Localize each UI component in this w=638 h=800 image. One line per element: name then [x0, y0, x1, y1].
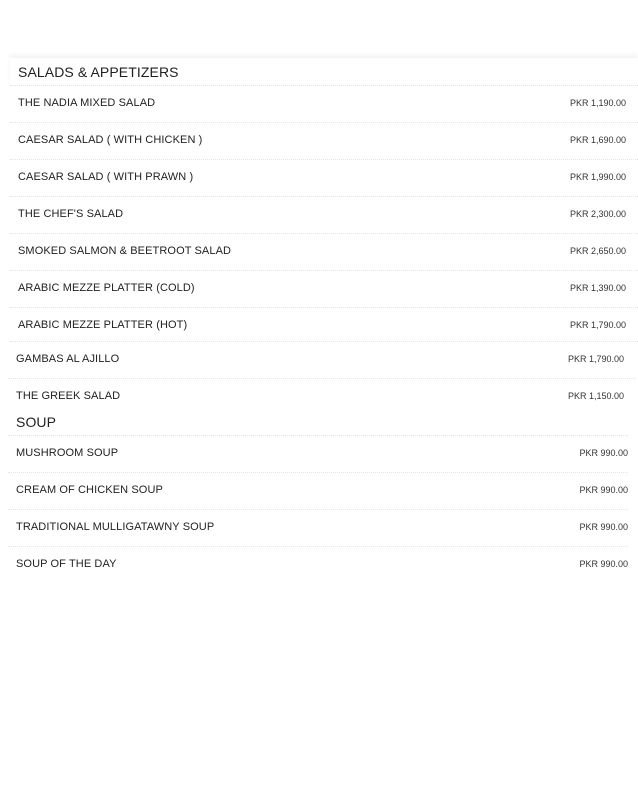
item-name: THE NADIA MIXED SALAD	[18, 97, 156, 109]
section-title: SALADS & APPETIZERS	[18, 64, 179, 80]
section-title: SOUP	[16, 414, 57, 430]
item-price: PKR 990.00	[579, 559, 628, 569]
menu-item-row[interactable]	[8, 510, 628, 547]
menu-item-row[interactable]	[8, 473, 628, 510]
item-price: PKR 2,300.00	[569, 209, 626, 219]
item-price: PKR 1,190.00	[569, 98, 626, 108]
menu-item-row[interactable]	[10, 234, 638, 271]
item-name: CAESAR SALAD ( WITH CHICKEN )	[18, 134, 203, 146]
item-name: ARABIC MEZZE PLATTER (HOT)	[18, 319, 188, 331]
item-name: MUSHROOM SOUP	[16, 447, 119, 459]
menu-item-row[interactable]	[10, 308, 638, 342]
item-price: PKR 990.00	[579, 485, 628, 495]
item-price: PKR 2,650.00	[569, 246, 626, 256]
item-name: ARABIC MEZZE PLATTER (COLD)	[18, 282, 195, 294]
section-header	[8, 408, 628, 436]
item-name: THE GREEK SALAD	[16, 390, 121, 402]
item-price: PKR 1,150.00	[567, 391, 624, 401]
item-name: SOUP OF THE DAY	[16, 558, 117, 570]
menu-item-row[interactable]	[10, 271, 638, 308]
menu-item-row[interactable]	[8, 547, 628, 583]
section-header	[10, 58, 638, 86]
item-name: CREAM OF CHICKEN SOUP	[16, 484, 163, 496]
item-price: PKR 1,790.00	[569, 320, 626, 330]
item-name: SMOKED SALMON & BEETROOT SALAD	[18, 245, 232, 257]
item-name: THE CHEF'S SALAD	[18, 208, 124, 220]
item-price: PKR 1,790.00	[567, 354, 624, 364]
menu-section-soup	[8, 408, 628, 583]
menu-item-row[interactable]	[10, 160, 638, 197]
item-price: PKR 1,390.00	[569, 283, 626, 293]
item-price: PKR 990.00	[579, 522, 628, 532]
menu-item-row[interactable]	[10, 197, 638, 234]
item-price: PKR 1,990.00	[569, 172, 626, 182]
item-price: PKR 1,690.00	[569, 135, 626, 145]
menu-item-row[interactable]	[8, 436, 628, 473]
item-name: GAMBAS AL AJILLO	[16, 353, 120, 365]
menu-item-row[interactable]	[10, 86, 638, 123]
item-name: CAESAR SALAD ( WITH PRAWN )	[18, 171, 194, 183]
item-name: TRADITIONAL MULLIGATAWNY SOUP	[16, 521, 215, 533]
menu-item-row[interactable]	[10, 123, 638, 160]
menu-section-salads	[10, 58, 638, 415]
item-price: PKR 990.00	[579, 448, 628, 458]
menu-item-row[interactable]	[8, 342, 636, 379]
